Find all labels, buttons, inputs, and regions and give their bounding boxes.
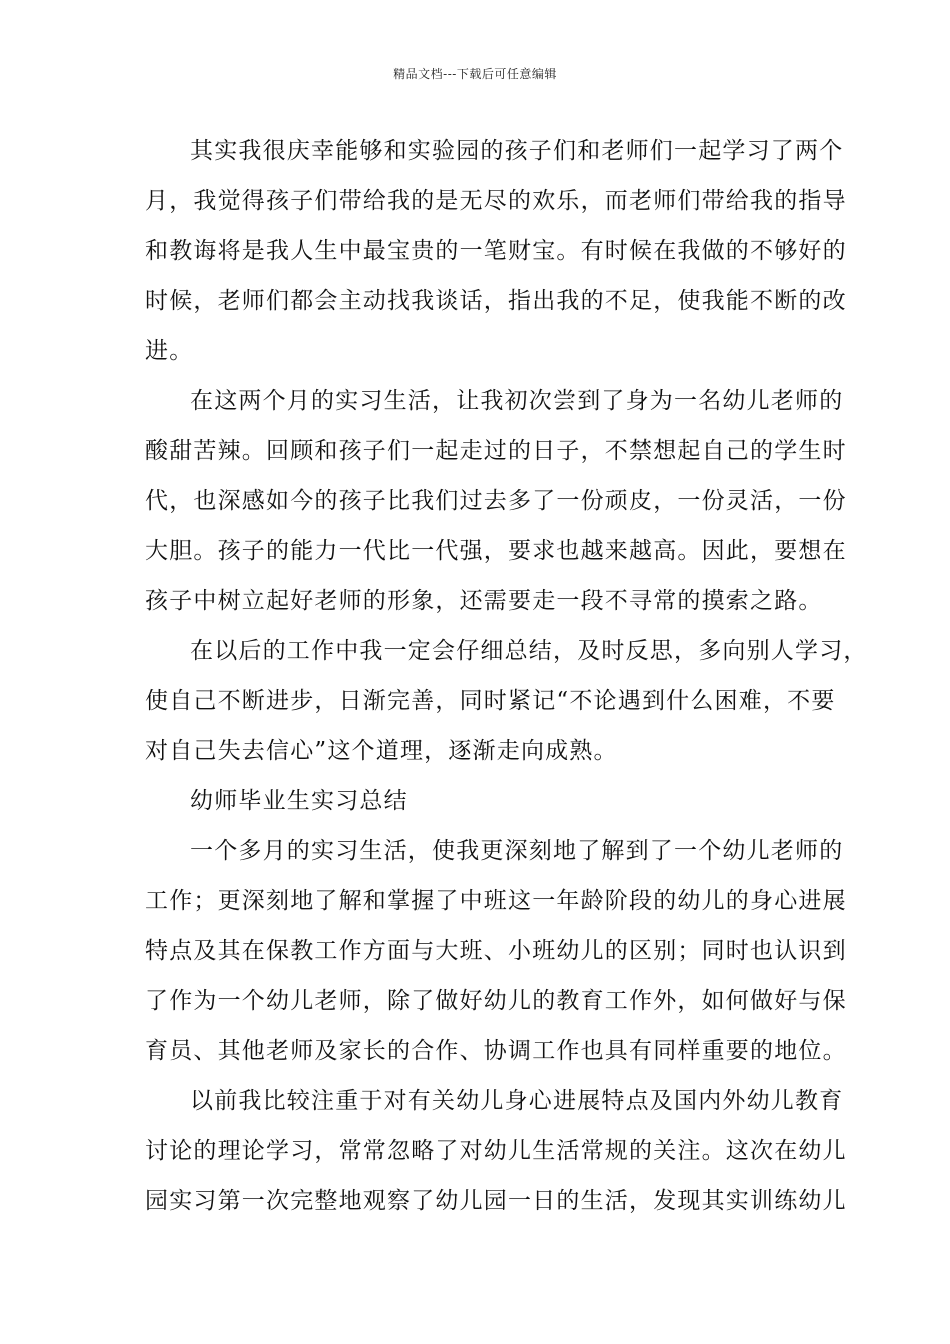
text-line: 时候，老师们都会主动找我谈话，指出我的不足，使我能不断的改 [145,288,847,314]
text-line: 进。 [145,338,194,364]
text-line: 和教诲将是我人生中最宝贵的一笔财宝。有时候在我做的不够好的 [145,238,847,264]
text-line: 一个多月的实习生活，使我更深刻地了解到了一个幼儿老师的 [190,838,844,864]
text-line: 育员、其他老师及家长的合作、协调工作也具有同样重要的地位。 [145,1038,847,1064]
text-line: 工作；更深刻地了解和掌握了中班这一年龄阶段的幼儿的身心进展 [145,888,847,914]
text-line: 大胆。孩子的能力一代比一代强，要求也越来越高。因此，要想在 [145,538,847,564]
text-line: 在以后的工作中我一定会仔细总结，及时反思，多向别人学习， [190,638,868,664]
text-line: 讨论的理论学习，常常忽略了对幼儿生活常规的关注。这次在幼儿 [145,1138,847,1164]
text-line: 使自己不断进步，日渐完善，同时紧记“不论遇到什么困难，不要 [145,688,836,714]
text-line: 月，我觉得孩子们带给我的是无尽的欢乐，而老师们带给我的指导 [145,188,847,214]
text-line: 对自己失去信心”这个道理，逐渐走向成熟。 [145,738,618,764]
text-line: 孩子中树立起好老师的形象，还需要走一段不寻常的摸索之路。 [145,588,823,614]
text-line: 酸甜苦辣。回顾和孩子们一起走过的日子，不禁想起自己的学生时 [145,438,847,464]
text-line: 其实我很庆幸能够和实验园的孩子们和老师们一起学习了两个 [190,138,844,164]
text-line: 以前我比较注重于对有关幼儿身心进展特点及国内外幼儿教育 [190,1088,844,1114]
text-line: 了作为一个幼儿老师，除了做好幼儿的教育工作外，如何做好与保 [145,988,847,1014]
text-line: 园实习第一次完整地观察了幼儿园一日的生活，发现其实训练幼儿 [145,1188,847,1214]
text-line: 代，也深感如今的孩子比我们过去多了一份顽皮，一份灵活，一份 [145,488,847,514]
text-line: 特点及其在保教工作方面与大班、小班幼儿的区别；同时也认识到 [145,938,847,964]
page-header: 精品文档---下载后可任意编辑 [393,67,557,81]
section-heading: 幼师毕业生实习总结 [190,788,408,814]
text-line: 在这两个月的实习生活，让我初次尝到了身为一名幼儿老师的 [190,388,844,414]
